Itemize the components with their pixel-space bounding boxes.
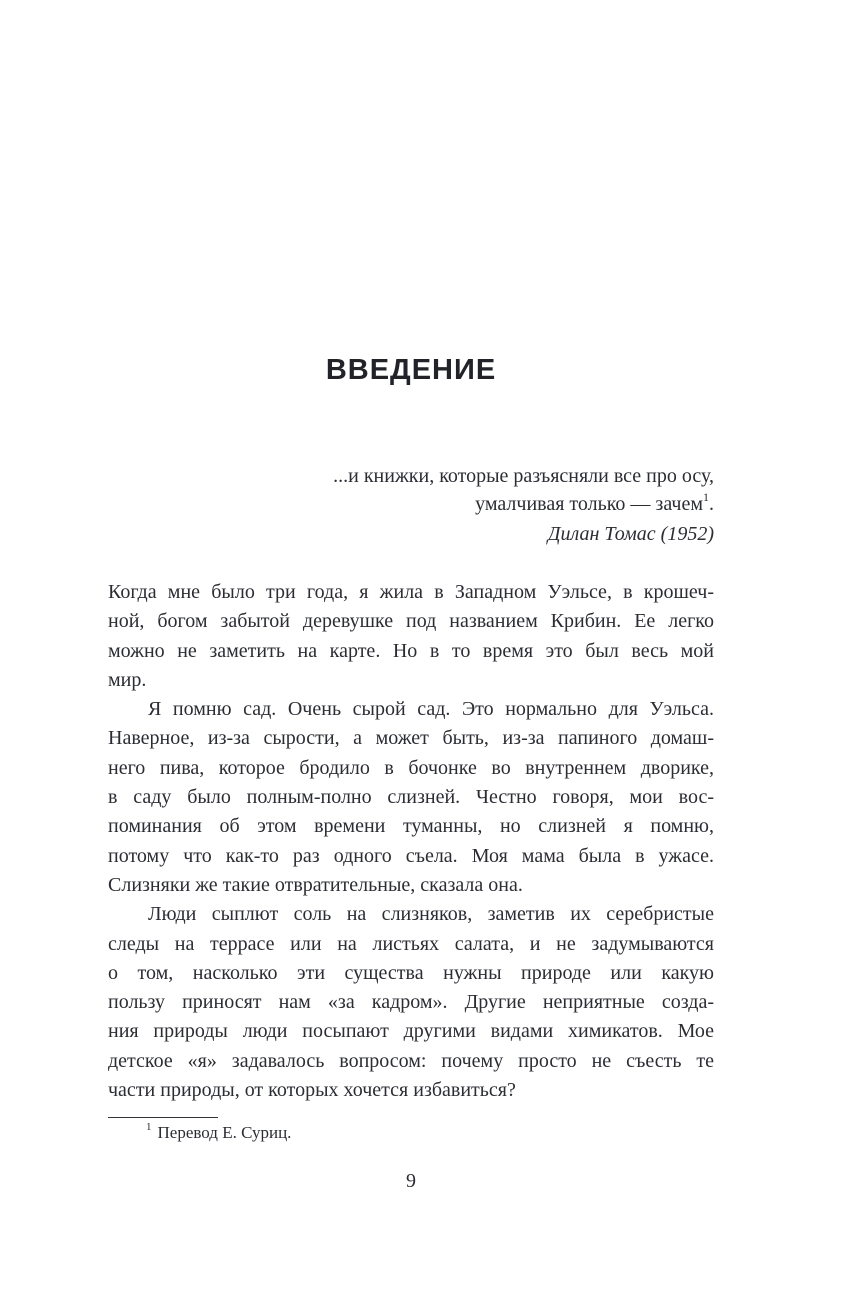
body-line: мир. [108, 668, 147, 691]
body-line: следы на террасе или на листьях салата, и не задумываются [108, 932, 714, 955]
footnote-reference: 1 [703, 489, 709, 504]
body-line: детское «я» задавалось вопросом: почему просто не съесть те [108, 1049, 714, 1072]
body-line: Слизняки же такие отвратительные, сказала она. [108, 873, 523, 896]
epigraph-line-1: ...и книжки, которые разъясняли все про осу, [333, 465, 714, 487]
epigraph-line-2-end: . [709, 492, 714, 515]
epigraph-attribution: Дилан Томас (1952) [547, 523, 714, 545]
footnote [108, 1117, 714, 1144]
footnote-marker: 1 [146, 1121, 152, 1134]
epigraph [108, 463, 714, 549]
epigraph-line-2-text: умалчивая только — зачем [475, 492, 703, 515]
body-line: части природы, от которых хочется избавиться? [108, 1079, 516, 1102]
body-line: потому что как-то раз одного съела. Моя мама была в ужасе. [108, 844, 714, 867]
epigraph-line-2 [108, 491, 714, 519]
footnote-line [108, 1122, 714, 1144]
footnote-text: Перевод Е. Суриц. [157, 1123, 292, 1142]
body-line: Я помню сад. Очень сырой сад. Это нормально для Уэльса. [148, 698, 714, 721]
body-line: ной, богом забытой деревушке под названием Крибин. Ее легко [108, 610, 714, 633]
body-line: ния природы люди посыпают другими видами химикатов. Мое [108, 1020, 714, 1043]
body-line: Когда мне было три года, я жила в Западном Уэльсе, в крошеч- [108, 581, 714, 603]
page-number: 9 [406, 1170, 416, 1192]
body-line: пользу приносят нам «за кадром». Другие неприятные созда- [108, 991, 714, 1014]
chapter-title: ВВЕДЕНИЕ [325, 354, 497, 386]
body-text [108, 578, 714, 1105]
footnote-separator [108, 1117, 218, 1118]
body-line: о том, насколько эти существа нужны природе или какую [108, 961, 714, 984]
body-line: можно не заметить на карте. Но в то время это был весь мой [108, 639, 714, 662]
body-line: Люди сыплют соль на слизняков, заметив их серебристые [148, 903, 714, 926]
body-line: поминания об этом времени туманны, но слизней я помню, [108, 815, 714, 838]
body-line: Наверное, из-за сырости, а может быть, из-за папиного домаш- [108, 727, 714, 750]
body-line: в саду было полным-полно слизней. Честно говоря, мои вос- [108, 786, 714, 809]
body-line: него пива, которое бродило в бочонке во внутреннем дворике, [108, 756, 714, 779]
